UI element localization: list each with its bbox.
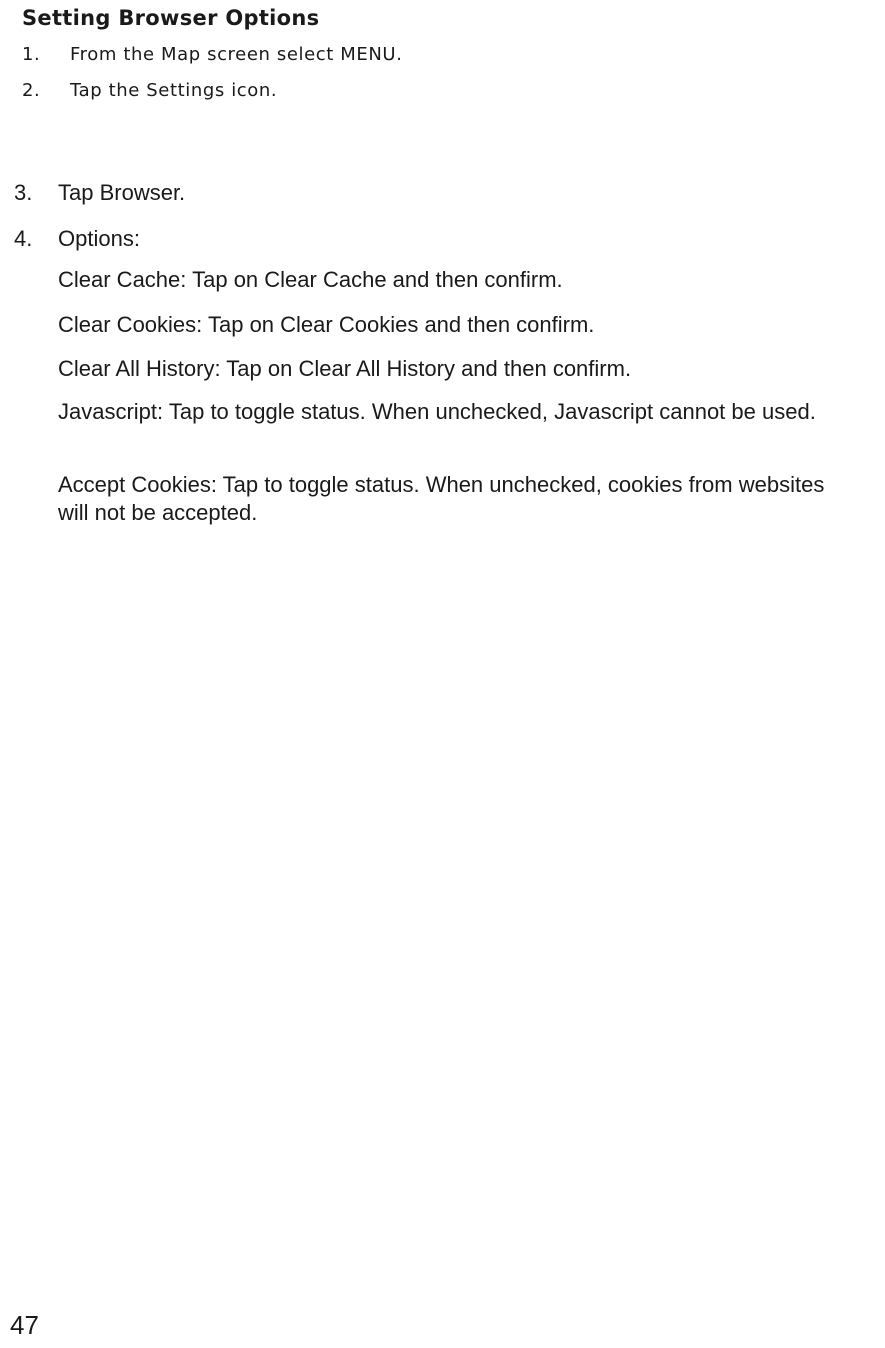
step-1	[22, 44, 403, 65]
option-clear-all-history: Clear All History: Tap on Clear All History and then confirm.	[58, 356, 632, 381]
step-text: From the Map screen select MENU.	[70, 44, 403, 65]
step-4	[14, 226, 140, 252]
option-clear-cookies: Clear Cookies: Tap on Clear Cookies and then confirm.	[58, 312, 595, 337]
step-text: Tap the Settings icon.	[70, 80, 278, 101]
step-number: 1.	[22, 44, 41, 65]
option-clear-cache: Clear Cache: Tap on Clear Cache and then confirm.	[58, 267, 563, 292]
section-heading: Setting Browser Options	[22, 6, 320, 30]
step-number: 3.	[14, 180, 33, 205]
step-text: Tap Browser.	[58, 180, 186, 205]
step-text: Options:	[58, 226, 140, 251]
step-2	[22, 80, 277, 101]
step-number: 2.	[22, 80, 41, 101]
step-3	[14, 180, 185, 206]
option-javascript: Javascript: Tap to toggle status. When unchecked, Javascript cannot be used.	[58, 399, 816, 424]
option-accept-cookies: Accept Cookies: Tap to toggle status. When unchecked, cookies from websites will not be accepted.	[58, 472, 825, 525]
page-number: 47	[10, 1310, 39, 1340]
step-number: 4.	[14, 226, 33, 251]
